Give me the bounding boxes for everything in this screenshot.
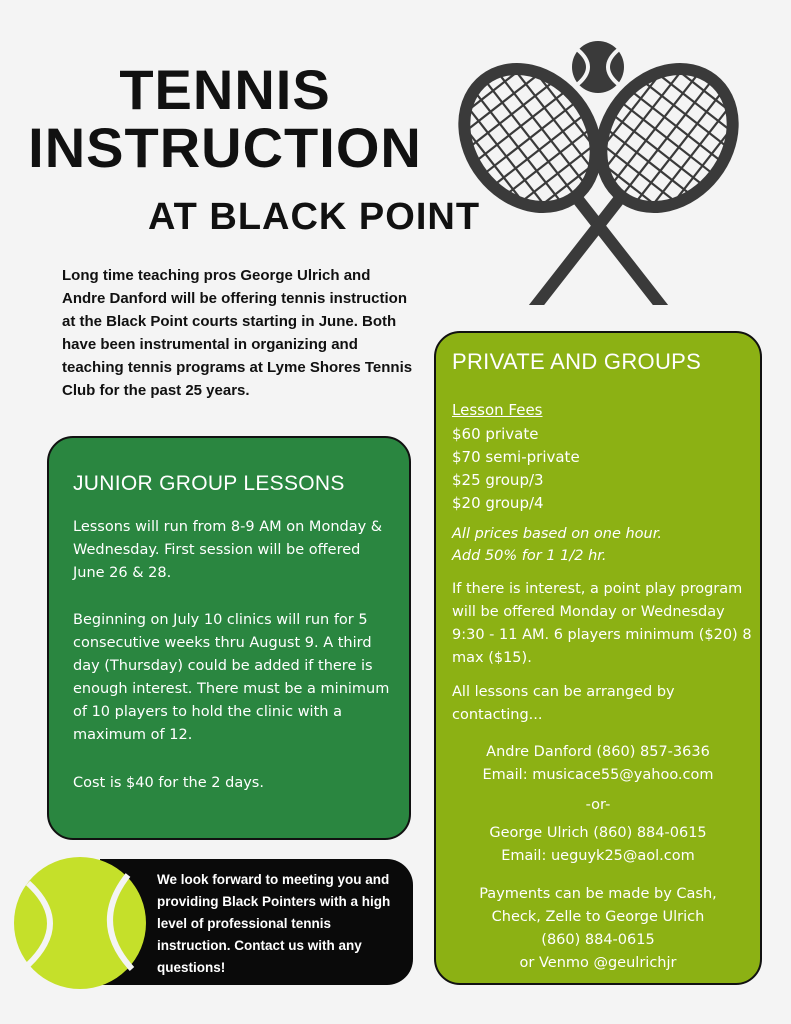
closing-text: We look forward to meeting you and providing Black Pointers with a high level of professional tennis instruction. Contact us with any questions! (157, 872, 391, 975)
lesson-fees-title: Lesson Fees (452, 401, 543, 419)
private-heading: PRIVATE AND GROUPS (452, 349, 702, 374)
contact-2-name: George Ulrich (860) 884-0615 (489, 825, 707, 841)
title-line-1: TENNIS (119, 58, 331, 121)
tennis-rackets-icon (432, 40, 762, 305)
price-note-2: Add 50% for 1 1/2 hr. (452, 548, 607, 564)
payment-line-1: Payments can be made by Cash, (479, 886, 717, 902)
junior-para-1: Lessons will run from 8-9 AM on Monday & Wednesday. First session will be offered June 26 & 28. (73, 519, 383, 581)
junior-lessons-panel (47, 436, 411, 840)
price-note-1: All prices based on one hour. (452, 526, 662, 542)
payment-line-2: Check, Zelle to George Ulrich (491, 909, 705, 925)
junior-heading: JUNIOR GROUP LESSONS (73, 472, 345, 495)
payment-line-3: (860) 884-0615 (541, 932, 655, 948)
fee-private: $60 private (452, 425, 539, 443)
contact-1-name: Andre Danford (860) 857-3636 (486, 744, 710, 760)
intro-text: Long time teaching pros George Ulrich and Andre Danford will be offering tennis instruction at the Black Point courts starting in June. Both have been instrumental in organizing and teaching tennis programs at Lyme Shores Tennis Club for the past 25 years. (62, 267, 413, 399)
title-line-3: AT BLACK POINT (148, 196, 481, 238)
payment-line-4: or Venmo @geulrichjr (519, 955, 677, 971)
title-line-2: INSTRUCTION (28, 116, 422, 179)
point-play-text: If there is interest, a point play program will be offered Monday or Wednesday 9:30 - 11 AM. 6 players minimum ($20) 8 max ($15). (452, 581, 752, 666)
contact-1-email: Email: musicace55@yahoo.com (482, 767, 714, 783)
junior-para-2: Beginning on July 10 clinics will run for 5 consecutive weeks thru August 9. A third day (Thursday) could be added if there is enough interest. There must be a minimum of 10 players to hold the clinic with a maximum of 12. (73, 612, 390, 743)
contact-2-email: Email: ueguyk25@aol.com (501, 848, 695, 864)
tennis-ball-icon (10, 853, 150, 993)
or-separator: -or- (585, 797, 611, 813)
fee-group-4: $20 group/4 (452, 494, 544, 512)
private-groups-panel (434, 331, 762, 985)
arrange-text: All lessons can be arranged by contacting... (452, 684, 675, 723)
fee-group-3: $25 group/3 (452, 471, 544, 489)
junior-para-3: Cost is $40 for the 2 days. (73, 775, 264, 791)
fee-semi-private: $70 semi-private (452, 448, 580, 466)
